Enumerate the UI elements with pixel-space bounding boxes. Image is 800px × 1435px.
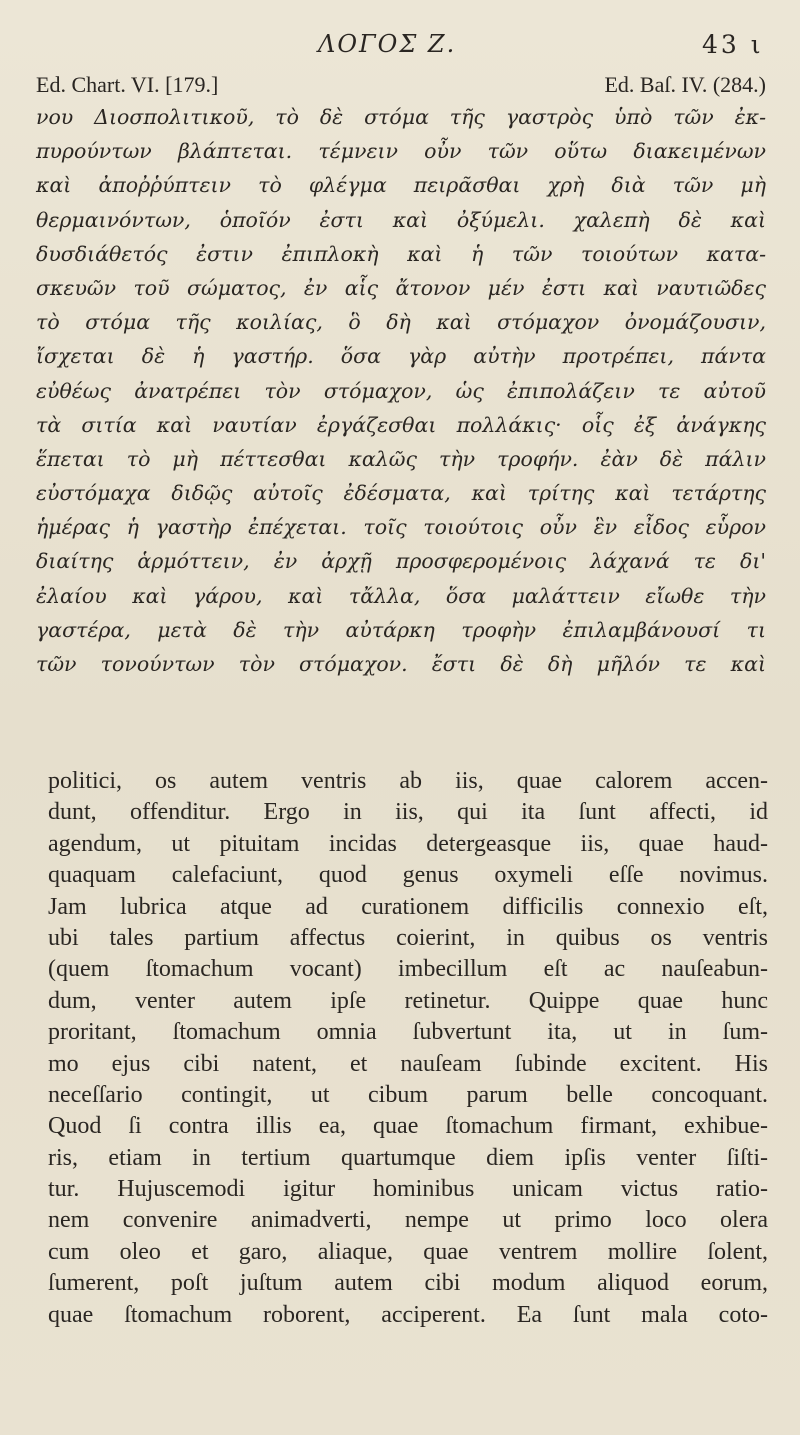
greek-text-line: ἕπεται τὸ μὴ πέττεσθαι καλῶς τὴν τροφήν. ἐὰν δὲ πάλιν [36,446,766,471]
greek-text-line: καὶ ἀποῤῥύπτειν τὸ φλέγμα πειρᾶσθαι χρὴ διὰ τῶν μὴ [36,173,766,198]
greek-text-line: τὰ σιτία καὶ ναυτίαν ἐργάζεσθαι πολλάκις· οἷς ἐξ ἀνάγκης [36,412,766,437]
latin-text-line: dunt, offenditur. Ergo in iis, qui ita ſunt affecti, id [48,799,768,826]
latin-text-line: neceſſario contingit, ut cibum parum belle concoquant. [48,1081,768,1108]
greek-text-line: πυρούντων βλάπτεται. τέμνειν οὖν τῶν οὕτω διακειμένων [36,139,766,164]
greek-text-line: θερμαινόντων, ὁποῖόν ἐστι καὶ ὀξύμελι. χαλεπὴ δὲ καὶ [36,207,766,232]
greek-text-line: νου Διοσπολιτικοῦ, τὸ δὲ στόμα τῆς γαστρὸς ὑπὸ τῶν ἐκ- [36,105,766,129]
latin-text-line: (quem ſtomachum vocant) imbecillum eſt ac nauſeabun- [48,956,768,983]
greek-text-line: ἐλαίου καὶ γάρου, καὶ τἄλλα, ὅσα μαλάττειν εἴωθε τὴν [36,583,766,608]
latin-text-line: cum oleo et garo, aliaque, quae ventrem mollire ſolent, [48,1238,768,1265]
latin-text-line: proritant, ſtomachum omnia ſubvertunt ita, ut in ſum- [48,1019,768,1046]
page-number: 43 ι [702,30,764,59]
latin-text-line: dum, venter autem ipſe retinetur. Quippe quae hunc [48,987,768,1014]
latin-text-line: politici, os autem ventris ab iis, quae calorem accen- [48,768,768,794]
edition-basel: Ed. Baſ. IV. (284.) [604,72,766,97]
running-title: ΛΟΓΟΣ Ζ. [318,30,457,58]
latin-text-line: ris, etiam in tertium quartumque diem ipſis venter ſiſti- [48,1144,768,1171]
latin-text-line: Jam lubrica atque ad curationem difficilis connexio eſt, [48,893,768,920]
greek-text-line: εὐθέως ἀνατρέπει τὸν στόμαχον, ὡς ἐπιπολάζειν τε αὐτοῦ [36,378,766,403]
greek-text-line: ἡμέρας ἡ γαστὴρ ἐπέχεται. τοῖς τοιούτοις οὖν ἓν εἶδος εὗρον [36,515,766,540]
latin-text-column [48,766,768,1331]
running-head [0,30,800,60]
greek-text-line: τῶν τονούντων τὸν στόμαχον. ἔστι δὲ δὴ μῆλόν τε καὶ [36,652,766,676]
latin-text-line: mo ejus cibi natent, et nauſeam ſubinde excitent. His [48,1050,768,1077]
greek-text-column [36,100,766,681]
edition-chartier: Ed. Chart. VI. [179.] [36,72,219,97]
latin-text-line: ubi tales partium affectus coierint, in quibus os ventris [48,924,768,951]
greek-text-line: διαίτης ἁρμόττειν, ἐν ἀρχῇ προσφερομένοις λάχανά τε δι' [36,549,766,574]
edition-reference-line [36,72,766,98]
latin-text-line: agendum, ut pituitam incidas detergeasque iis, quae haud- [48,830,768,857]
greek-text-line: ἴσχεται δὲ ἡ γαστήρ. ὅσα γὰρ αὐτὴν προτρέπει, πάντα [36,344,766,369]
latin-text-line: tur. Hujuscemodi igitur hominibus unicam victus ratio- [48,1176,768,1203]
latin-text-line: Quod ſi contra illis ea, quae ſtomachum firmant, exhibue- [48,1113,768,1140]
latin-text-line: quae ſtomachum roborent, acciperent. Ea ſunt mala coto- [48,1301,768,1328]
latin-text-line: nem convenire animadverti, nempe ut primo loco olera [48,1207,768,1234]
greek-text-line: εὐστόμαχα διδῷς αὐτοῖς ἐδέσματα, καὶ τρίτης καὶ τετάρτης [36,481,766,506]
greek-text-line: τὸ στόμα τῆς κοιλίας, ὃ δὴ καὶ στόμαχον ὀνομάζουσιν, [36,310,766,335]
latin-text-line: ſumerent, poſt juſtum autem cibi modum aliquod eorum, [48,1270,768,1297]
latin-text-line: quaquam calefaciunt, quod genus oxymeli eſſe novimus. [48,862,768,889]
greek-text-line: σκευῶν τοῦ σώματος, ἐν αἷς ἄτονον μέν ἐστι καὶ ναυτιῶδες [36,275,766,300]
greek-text-line: δυσδιάθετός ἐστιν ἐπιπλοκὴ καὶ ἡ τῶν τοιούτων κατα- [36,241,766,266]
greek-text-line: γαστέρα, μετὰ δὲ τὴν αὐτάρκη τροφὴν ἐπιλαμβάνουσί τι [36,617,766,642]
